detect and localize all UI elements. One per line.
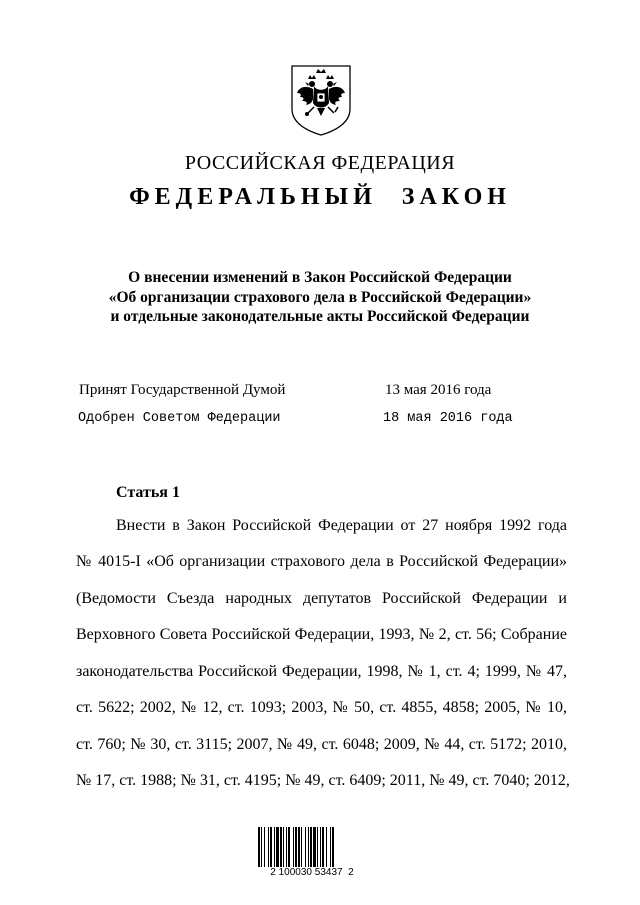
barcode-bar: [310, 827, 312, 867]
barcode-number: 2 100030 53437 2: [270, 867, 354, 878]
law-type-heading: ФЕДЕРАЛЬНЫЙ ЗАКОН: [129, 184, 511, 210]
article-text-line: ст. 760; № 30, ст. 3115; 2007, № 49, ст. 6048; 2009, № 44, ст. 5172; 2010,: [76, 736, 567, 753]
law-title-line: О внесении изменений в Закон Российской Федерации: [128, 269, 512, 286]
article-text-line: законодательства Российской Федерации, 1998, № 1, ст. 4; 1999, № 47,: [76, 663, 567, 680]
council-approval-label: Одобрен Советом Федерации: [78, 411, 281, 426]
barcode-bar: [322, 827, 324, 867]
barcode-bar: [295, 827, 297, 867]
barcode-bar: [264, 827, 265, 867]
russian-coat-of-arms-icon: [288, 63, 354, 137]
law-title-line: «Об организации страхового дела в Российской Федерации»: [108, 288, 532, 306]
barcode-bar: [270, 827, 272, 867]
barcode-bar: [293, 827, 294, 867]
barcode-bar: [286, 827, 287, 867]
barcode-bar: [280, 827, 282, 867]
article-text-line: ст. 5622; 2002, № 12, ст. 1093; 2003, № 50, ст. 4855, 4858; 2005, № 10,: [76, 699, 567, 716]
barcode-bar: [317, 827, 318, 867]
barcode-bar: [320, 827, 321, 867]
country-heading: РОССИЙСКАЯ ФЕДЕРАЦИЯ: [184, 152, 456, 174]
barcode-bar: [305, 827, 306, 867]
barcode-bar: [261, 827, 262, 867]
barcode-bar: [276, 827, 279, 867]
barcode-bar: [330, 827, 331, 867]
article-text-line: Верховного Совета Российской Федерации, 1993, № 2, ст. 56; Собрание: [76, 626, 567, 643]
barcode-bar: [301, 827, 302, 867]
barcode-bar: [326, 827, 327, 867]
barcode-bar: [313, 827, 316, 867]
barcode-bar: [332, 827, 334, 867]
article-text-line: № 17, ст. 1988; № 31, ст. 4195; № 49, ст. 6409; 2011, № 49, ст. 7040; 2012,: [76, 772, 570, 789]
barcode-bar: [268, 827, 269, 867]
duma-adoption-label: Принят Государственной Думой: [79, 382, 286, 398]
article-text-line: (Ведомости Съезда народных депутатов Российской Федерации и: [76, 590, 567, 607]
council-approval-date: 18 мая 2016 года: [383, 411, 513, 426]
barcode-bar: [274, 827, 275, 867]
barcode-bar: [298, 827, 300, 867]
barcode-bar: [288, 827, 290, 867]
barcode-bar: [283, 827, 284, 867]
barcode-bar: [308, 827, 309, 867]
law-title-line: и отдельные законодательные акты Российской Федерации: [110, 308, 530, 325]
article-text-line: Внести в Закон Российской Федерации от 27 ноября 1992 года: [116, 517, 567, 534]
article-text-line: № 4015-I «Об организации страхового дела в Российской Федерации»: [76, 553, 567, 570]
article-heading: Статья 1: [116, 484, 180, 501]
barcode: [258, 827, 370, 867]
barcode-bar: [258, 827, 260, 867]
duma-adoption-date: 13 мая 2016 года: [385, 382, 492, 398]
law-title: [0, 268, 640, 327]
